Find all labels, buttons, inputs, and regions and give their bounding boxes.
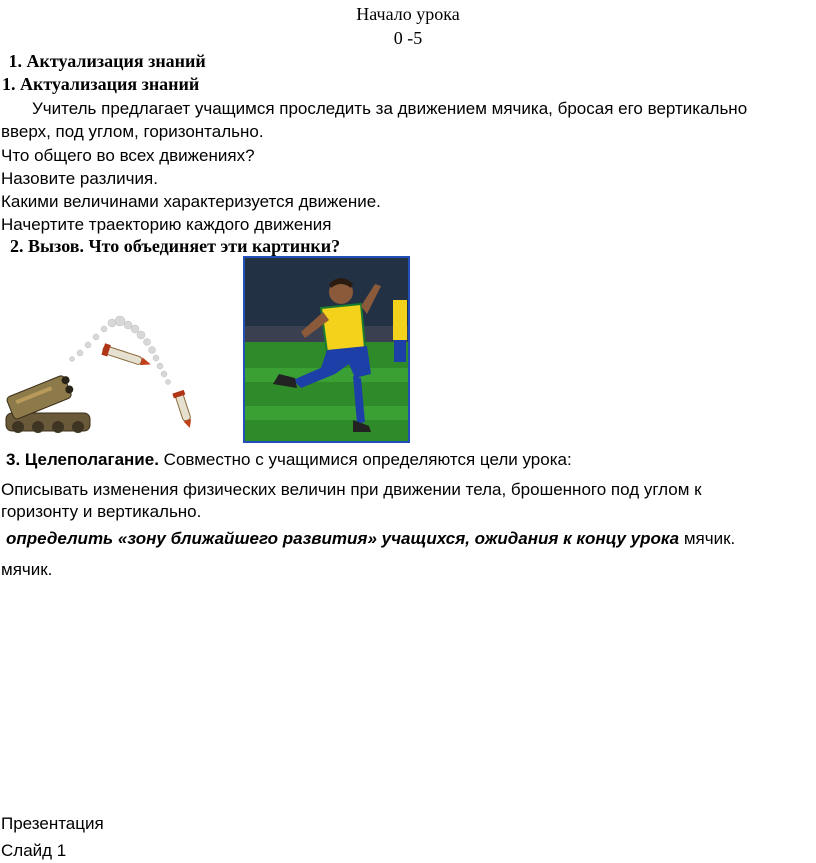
rocket-launcher-picture	[0, 315, 200, 440]
slide-label-line	[1, 840, 66, 862]
launcher-icon	[6, 373, 90, 433]
lesson-stage-time: 0 -5	[393, 28, 423, 48]
lesson-stage-title: Начало урока	[356, 4, 460, 24]
orphan-word: мячик.	[1, 560, 53, 579]
slide-label: Слайд 1	[1, 841, 67, 860]
rocket-upper-icon	[101, 343, 152, 370]
question-common: Что общего во всех движениях?	[1, 146, 255, 165]
italic-goal-line	[6, 528, 735, 550]
question-trajectory: Начертите траекторию каждого движения	[1, 215, 332, 234]
section3-text: Совместно с учащимися определяются цели урока:	[163, 450, 572, 469]
question-differences: Назовите различия.	[1, 169, 158, 188]
section1-heading: 1. Актуализация знаний	[2, 74, 200, 94]
section1-heading-bulleted	[4, 50, 206, 72]
question-quantities: Какими величинами характеризуется движение.	[1, 192, 381, 211]
football-player-photo	[243, 256, 410, 443]
section3-heading: 3. Целеполагание.	[6, 450, 159, 469]
italic-goal: определить «зону ближайшего развития» учащихся, ожидания к концу урока	[6, 529, 680, 548]
section2-heading: 2. Вызов. Что объединяет эти картинки?	[10, 236, 341, 256]
teacher-instruction-line2: вверх, под углом, горизонтально.	[1, 122, 264, 141]
goal-line1: Описывать изменения физических величин при движении тела, брошенного под углом к	[1, 480, 702, 499]
rocket-lower-icon	[172, 390, 195, 430]
section3-line	[6, 449, 572, 471]
teacher-instruction-line1: Учитель предлагает учащимся проследить за движением мячика, бросая его вертикально	[32, 99, 748, 118]
section1-heading-text: 1. Актуализация знаний	[8, 51, 206, 71]
italic-goal-tail: мячик.	[683, 529, 736, 548]
goal-line2: горизонту и вертикально.	[1, 502, 202, 521]
presentation-label: Презентация	[1, 814, 104, 833]
